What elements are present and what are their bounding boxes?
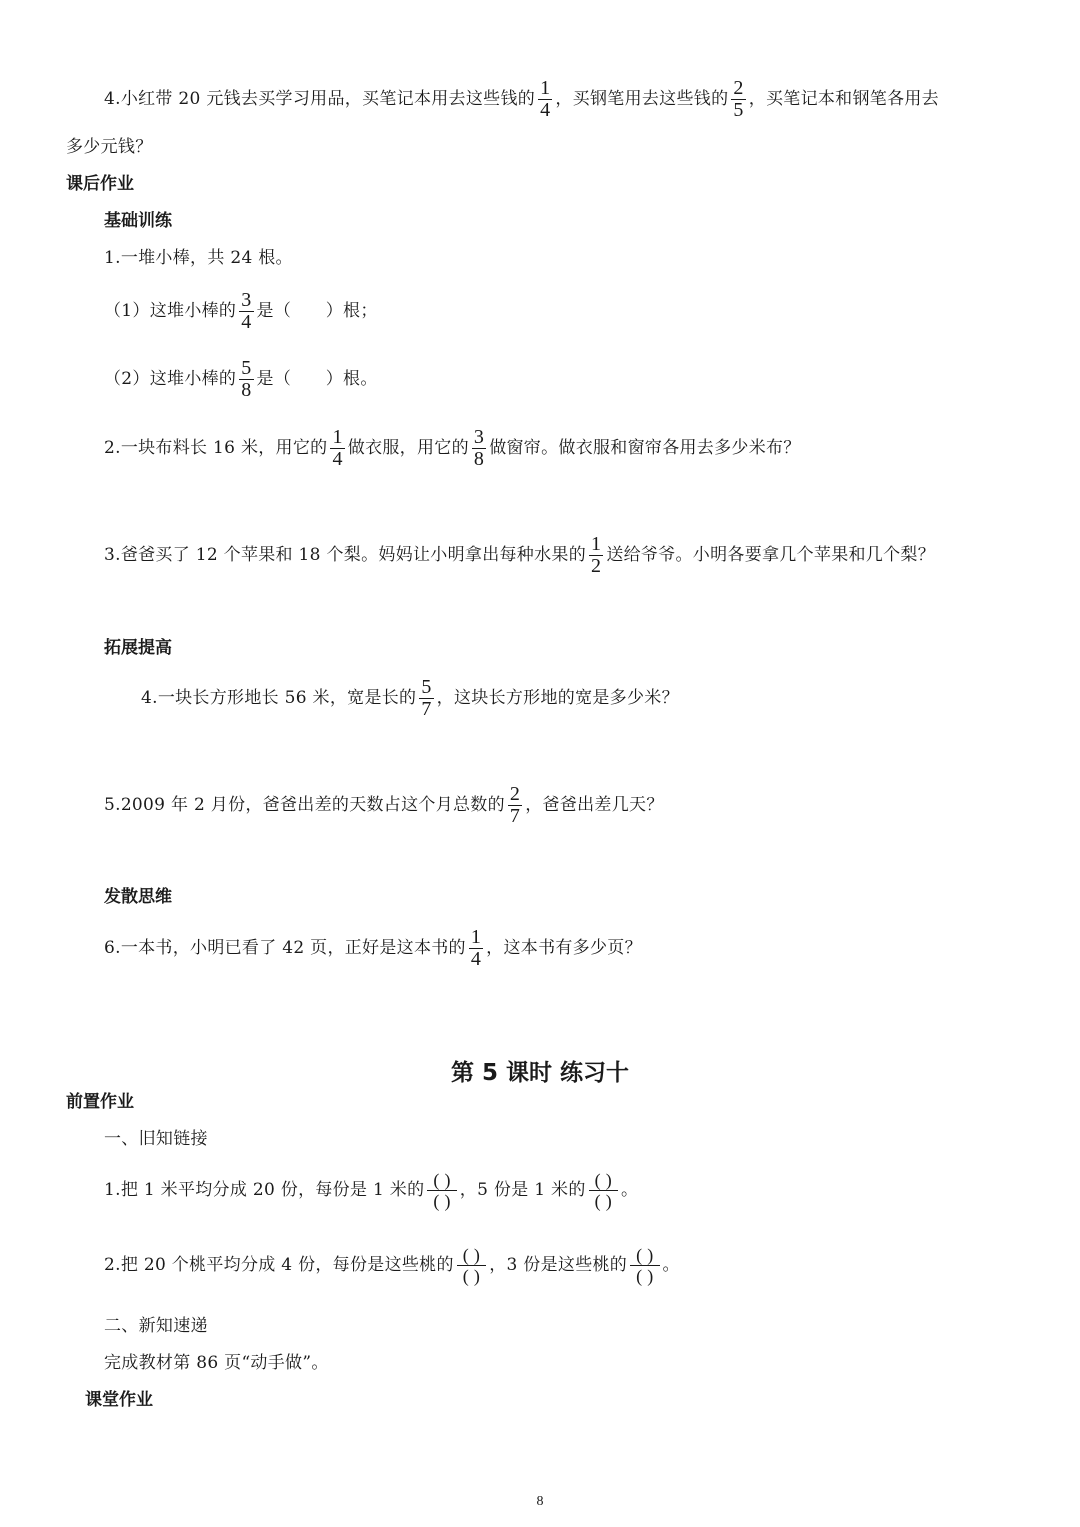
blank-fraction[interactable]: ( ) ( ) (630, 1245, 659, 1286)
fraction: $\frac{1}{2}$ (591, 533, 602, 577)
question-6: 6.一本书，小明已看了 42 页，正好是这本书的 $\frac{1}{4}$ ，这本书有多少页？ (104, 926, 642, 970)
question-1-part-1: （1）这堆小棒的 $\frac{3}{4}$ 是（ ）根； (104, 289, 378, 333)
lesson-title: 第 5 课时 练习十 (450, 1060, 630, 1086)
question-1-part-2: （2）这堆小棒的 $\frac{5}{8}$ 是（ ）根。 (104, 357, 378, 401)
fraction: $\frac{3}{4}$ (241, 289, 252, 333)
fraction: $\frac{2}{7}$ (509, 783, 521, 827)
question-3: 3.爸爸买了 12 个苹果和 18 个梨。妈妈让小明拿出每种水果的 $\frac{1}{2}$ 送给爷爷。小明各要拿几个苹果和几个梨？ (104, 533, 936, 577)
fraction: $\frac{1}{4}$ (332, 426, 343, 470)
subsection-basic-training: 基础训练 (104, 211, 172, 231)
subsection-divergent: 发散思维 (104, 887, 172, 907)
section-class-homework: 课堂作业 (85, 1390, 153, 1410)
question-4-prev: 4.小红带 20 元钱去买学习用品，买笔记本用去这些钱的 $\frac{1}{4}$ ，买钢笔用去这些钱的 $\frac{2}{5}$ ，买笔记本和钢笔各用去 (104, 77, 939, 121)
question-1: 1.一堆小棒，共 24 根。 (104, 248, 293, 268)
subsection-extend: 拓展提高 (104, 638, 172, 658)
section-after-class: 课后作业 (66, 174, 134, 194)
textbook-task: 完成教材第 86 页“动手做”。 (104, 1353, 329, 1373)
subsection-new-knowledge: 二、新知速递 (104, 1316, 208, 1336)
question-4: 4.一块长方形地长 56 米，宽是长的 $\frac{5}{7}$ ，这块长方形地的宽是多少米？ (141, 676, 679, 720)
old-question-2: 2.把 20 个桃平均分成 4 份，每份是这些桃的 ( ) ( ) ，3 份是这些桃的 ( ) ( ) 。 (104, 1245, 680, 1286)
fraction: $\frac{2}{5}$ (733, 77, 744, 121)
fraction: $\frac{5}{7}$ (421, 676, 432, 720)
subsection-old-link: 一、旧知链接 (104, 1129, 208, 1149)
blank-fraction[interactable]: ( ) ( ) (589, 1170, 618, 1211)
section-pre-homework: 前置作业 (66, 1092, 134, 1112)
question-4-prev-continued: 多少元钱？ (66, 137, 153, 157)
fraction: $\frac{5}{8}$ (241, 357, 252, 401)
blank-fraction[interactable]: ( ) ( ) (427, 1170, 456, 1211)
page-number: 8 (536, 1494, 544, 1509)
question-2: 2.一块布料长 16 米，用它的 $\frac{1}{4}$ 做衣服，用它的 $\frac{3}{8}$ 做窗帘。做衣服和窗帘各用去多少米布？ (104, 426, 801, 470)
question-5: 5.2009 年 2 月份，爸爸出差的天数占这个月总数的 $\frac{2}{7}$ ，爸爸出差几天？ (104, 783, 664, 827)
fraction: $\frac{1}{4}$ (470, 926, 482, 970)
fraction: $\frac{3}{8}$ (473, 426, 485, 470)
fraction: $\frac{1}{4}$ (540, 77, 551, 121)
old-question-1: 1.把 1 米平均分成 20 份，每份是 1 米的 ( ) ( ) ，5 份是 1 米的 ( ) ( ) 。 (104, 1170, 639, 1211)
blank-fraction[interactable]: ( ) ( ) (457, 1245, 486, 1286)
